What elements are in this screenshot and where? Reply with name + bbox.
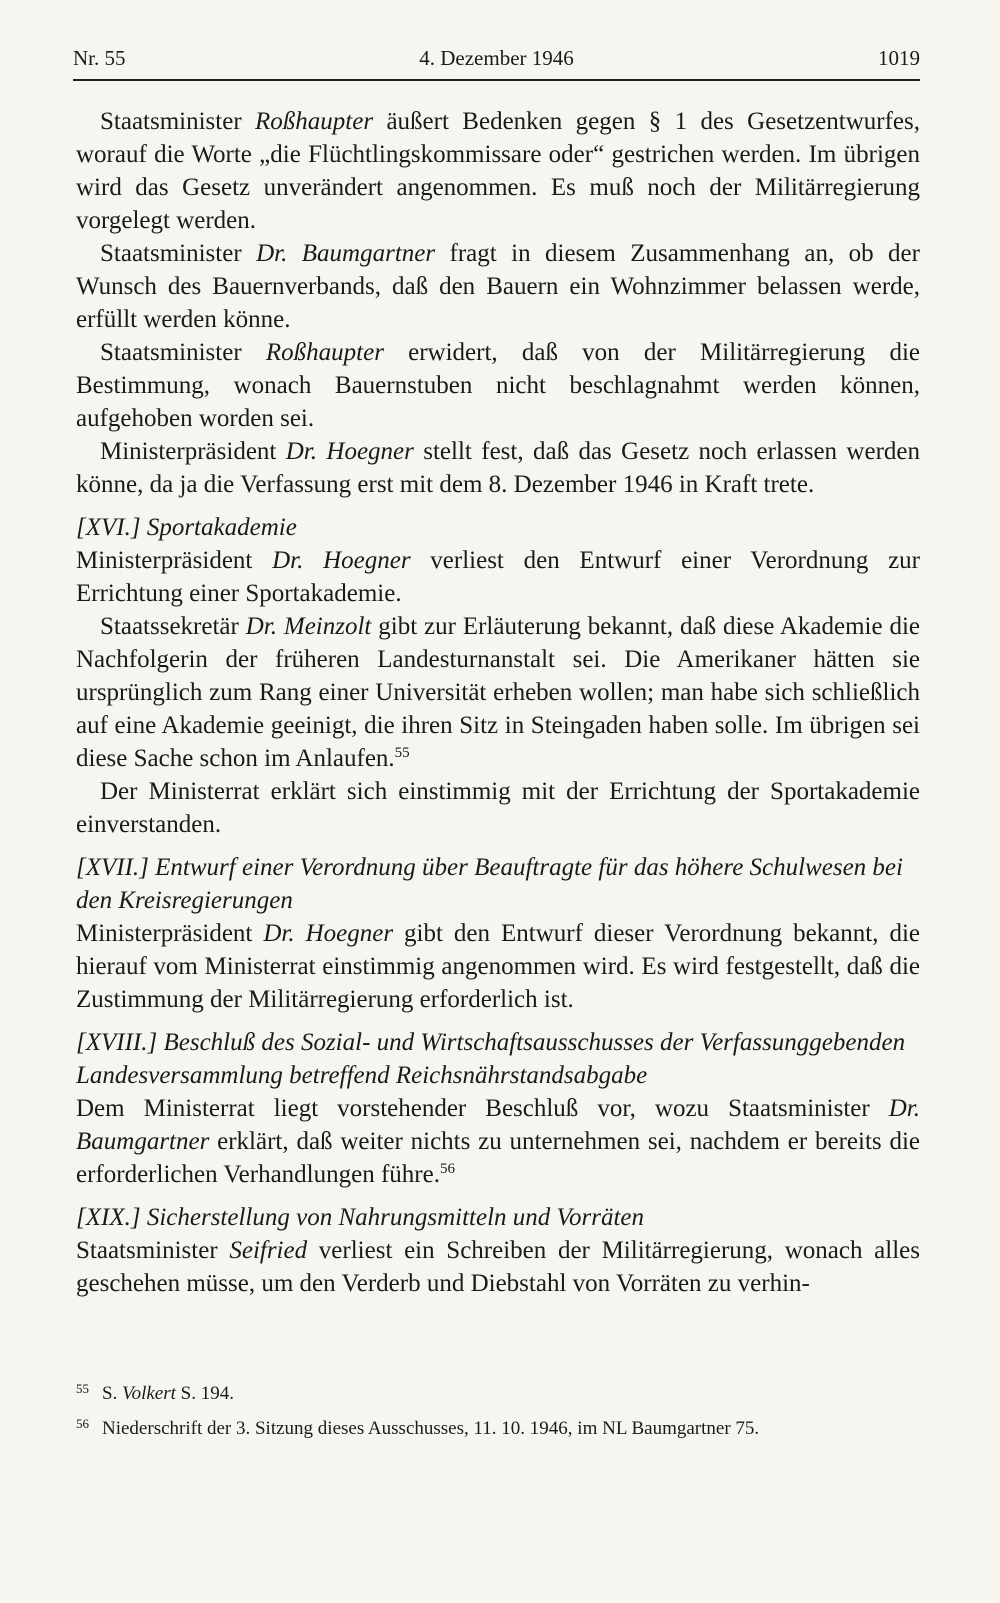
paragraph: Ministerpräsident Dr. Hoegner gibt den Entwurf dieser Verordnung bekannt, die hierauf vom Ministerrat einstimmig angenommen wird. Es wird festgestellt, daß die Zustimmung der Militärregierung erforderlich ist. [76,920,920,1013]
paragraph: Ministerpräsident Dr. Hoegner stellt fest, daß das Gesetz noch erlassen werden könne, da ja die Verfassung erst mit dem 8. Dezember 1946 in Kraft trete. [76,438,920,498]
paragraph: Staatsminister Dr. Baumgartner fragt in diesem Zusammenhang an, ob der Wunsch des Bauernverbands, daß den Bauern ein Wohnzimmer belassen werde, erfüllt werden könne. [76,240,920,333]
section-heading [76,1026,920,1092]
author-name: Volkert [122,1383,176,1404]
person-name: Roßhaupter [255,108,374,135]
footnotes [76,1374,920,1444]
paragraph: Staatsminister Roßhaupter äußert Bedenken gegen § 1 des Gesetzentwurfes, worauf die Worte „die Flüchtlingskommissare oder“ gestrichen werden. Im übrigen wird das Gesetz unverändert angenommen. Es muß noch der Militärregierung vorgelegt werden. [76,108,920,234]
footnote: 56 Niederschrift der 3. Sitzung dieses Ausschusses, 11. 10. 1946, im NL Baumgartner 75. [76,1409,920,1444]
section-number: [XVI.] [76,514,141,541]
section-number: [XVII.] [76,854,149,881]
section-title: Sicherstellung von Nahrungsmitteln und Vorräten [140,1204,645,1231]
paragraph: Staatsminister Roßhaupter erwidert, daß von der Militärregierung die Bestimmung, wonach Bauernstuben nicht beschlagnahmt werden können, aufgehoben worden sei. [76,339,921,432]
paragraph: Der Ministerrat erklärt sich einstimmig mit der Errichtung der Sportakademie einverstanden. [76,778,920,838]
header-date: 4. Dezember 1946 [419,46,574,70]
paragraph: Staatsminister Seifried verliest ein Schreiben der Militärregierung, wonach alles geschehen müsse, um den Verderb und Diebstahl von Vorräten zu verhin- [76,1237,920,1297]
person-name: Dr. Baumgartner [256,240,436,267]
footnote-ref[interactable]: 55 [394,745,410,761]
section-number: [XVIII.] [76,1029,158,1056]
section-title: Entwurf einer Verordnung über Beauftragte für das höhere Schulwesen bei den Kreisregierungen [76,854,903,914]
footnote-ref[interactable]: 56 [439,1161,455,1177]
running-header [73,42,920,76]
footnote-number: 55 [76,1381,89,1396]
person-name: Dr. Hoegner [263,920,394,947]
header-rule [73,79,920,81]
section-heading [76,1201,920,1234]
page-body [76,105,920,1300]
footnote: 55 S. Volkert S. 194. [76,1374,920,1409]
paragraph: Ministerpräsident Dr. Hoegner verliest den Entwurf einer Verordnung zur Errichtung einer Sportakademie. [76,547,920,607]
section-title: Beschluß des Sozial- und Wirtschaftsausschusses der Verfassunggebenden Landesversammlung betreffend Reichsnährstandsabgabe [76,1029,906,1089]
page-number: 1019 [878,46,920,70]
footnote-number: 56 [76,1416,89,1431]
person-name: Dr. Meinzolt [245,613,372,640]
issue-number: Nr. 55 [73,46,126,70]
person-name: Dr. Hoegner [272,547,411,574]
section-heading [76,851,920,917]
person-name: Dr. Hoegner [285,438,414,465]
section-heading [76,511,920,544]
person-name: Dr. Baumgartner [76,1095,920,1155]
paragraph: Dem Ministerrat liegt vorstehender Beschluß vor, wozu Staatsminister Dr. Baumgartner erklärt, daß weiter nichts zu unternehmen sei, nachdem er bereits die erforderlichen Verhandlungen führe.$^{56}$ [76,1095,920,1188]
paragraph: Staatssekretär Dr. Meinzolt gibt zur Erläuterung bekannt, daß diese Akademie die Nachfolgerin der früheren Landesturnanstalt sei. Die Amerikaner hätten sie ursprünglich zum Rang einer Universität erheben wollen; man habe sich schließlich auf eine Akademie geeinigt, die ihren Sitz in Steingaden haben solle. Im übrigen sei diese Sache schon im Anlaufen.$^{55}$ [76,613,920,772]
person-name: Seifried [229,1237,308,1264]
person-name: Roßhaupter [265,339,384,366]
section-number: [XIX.] [76,1204,141,1231]
section-title: Sportakademie [140,514,297,541]
